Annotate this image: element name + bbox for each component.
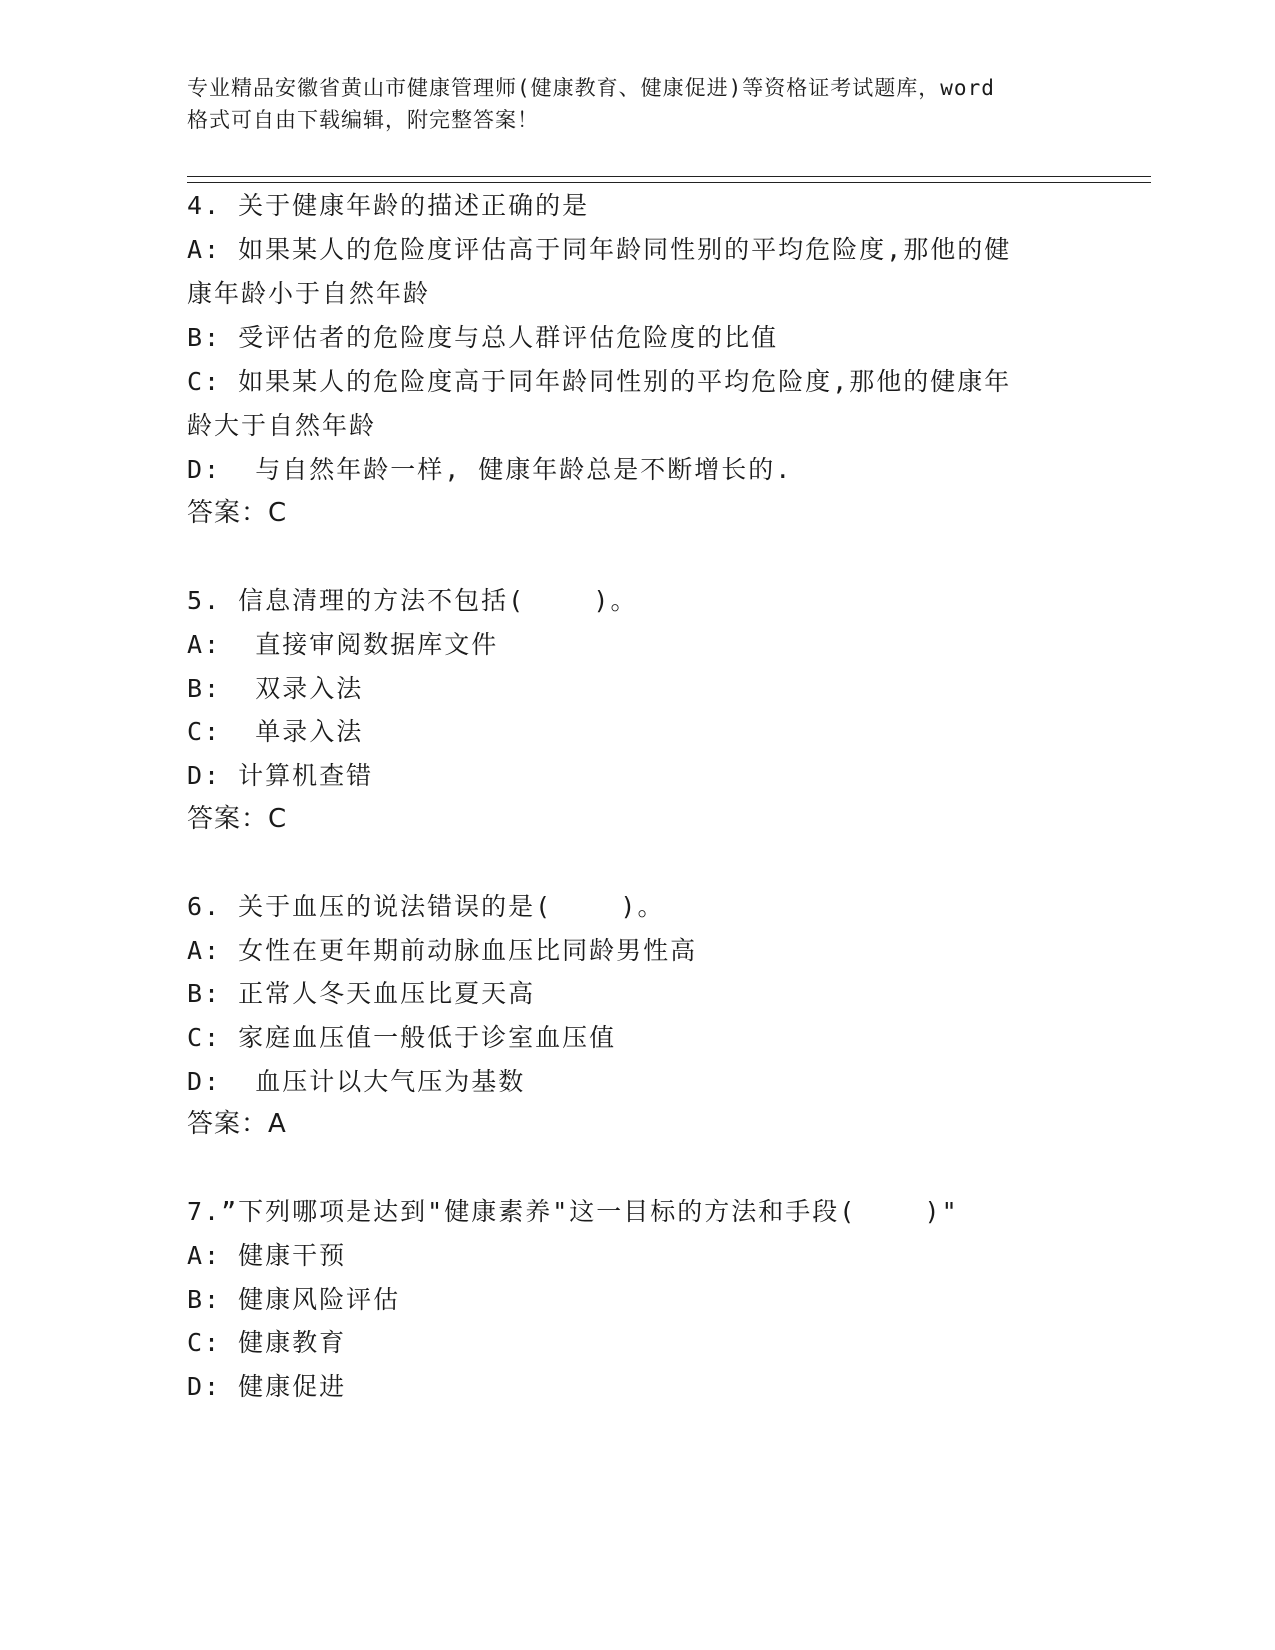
question-4-stem: 4. 关于健康年龄的描述正确的是 [187, 191, 590, 220]
question-6-option-d: D: 血压计以大气压为基数 [187, 1067, 526, 1096]
question-5-answer: 答案：C [187, 804, 288, 834]
question-5-option-d: D: 计算机查错 [187, 761, 374, 790]
document-header [187, 72, 1087, 136]
question-5-stem: 5. 信息清理的方法不包括( )。 [187, 586, 638, 615]
question-4-answer: 答案：C [187, 498, 288, 528]
question-4-option-a-line-1: A: 如果某人的危险度评估高于同年龄同性别的平均危险度,那他的健 [187, 235, 1012, 264]
question-4-option-a-line-2: 康年龄小于自然年龄 [187, 279, 431, 308]
header-divider-bottom [187, 182, 1151, 183]
question-6-stem: 6. 关于血压的说法错误的是( )。 [187, 892, 665, 921]
question-4-option-c-line-2: 龄大于自然年龄 [187, 411, 377, 440]
question-5-option-c: C: 单录入法 [187, 717, 364, 746]
question-6-option-b: B: 正常人冬天血压比夏天高 [187, 979, 536, 1008]
question-7-option-d: D: 健康促进 [187, 1372, 347, 1401]
question-5-option-b: B: 双录入法 [187, 674, 364, 703]
question-7-option-a: A: 健康干预 [187, 1241, 347, 1270]
question-4-option-d: D: 与自然年龄一样, 健康年龄总是不断增长的. [187, 455, 793, 484]
question-7-stem: 7.”下列哪项是达到"健康素养"这一目标的方法和手段( )" [187, 1197, 959, 1226]
question-6-option-c: C: 家庭血压值一般低于诊室血压值 [187, 1023, 617, 1052]
question-5-option-a: A: 直接审阅数据库文件 [187, 630, 499, 659]
header-line-2: 格式可自由下载编辑，附完整答案！ [187, 108, 539, 132]
question-4-option-c-line-1: C: 如果某人的危险度高于同年龄同性别的平均危险度,那他的健康年 [187, 367, 1012, 396]
question-6-answer: 答案：A [187, 1109, 287, 1139]
header-divider-top [187, 176, 1151, 177]
header-line-1: 专业精品安徽省黄山市健康管理师(健康教育、健康促进)等资格证考试题库，word [187, 76, 995, 100]
question-6-option-a: A: 女性在更年期前动脉血压比同龄男性高 [187, 936, 698, 965]
question-4-option-b: B: 受评估者的危险度与总人群评估危险度的比值 [187, 323, 779, 352]
question-7-option-b: B: 健康风险评估 [187, 1285, 401, 1314]
question-7-option-c: C: 健康教育 [187, 1328, 347, 1357]
